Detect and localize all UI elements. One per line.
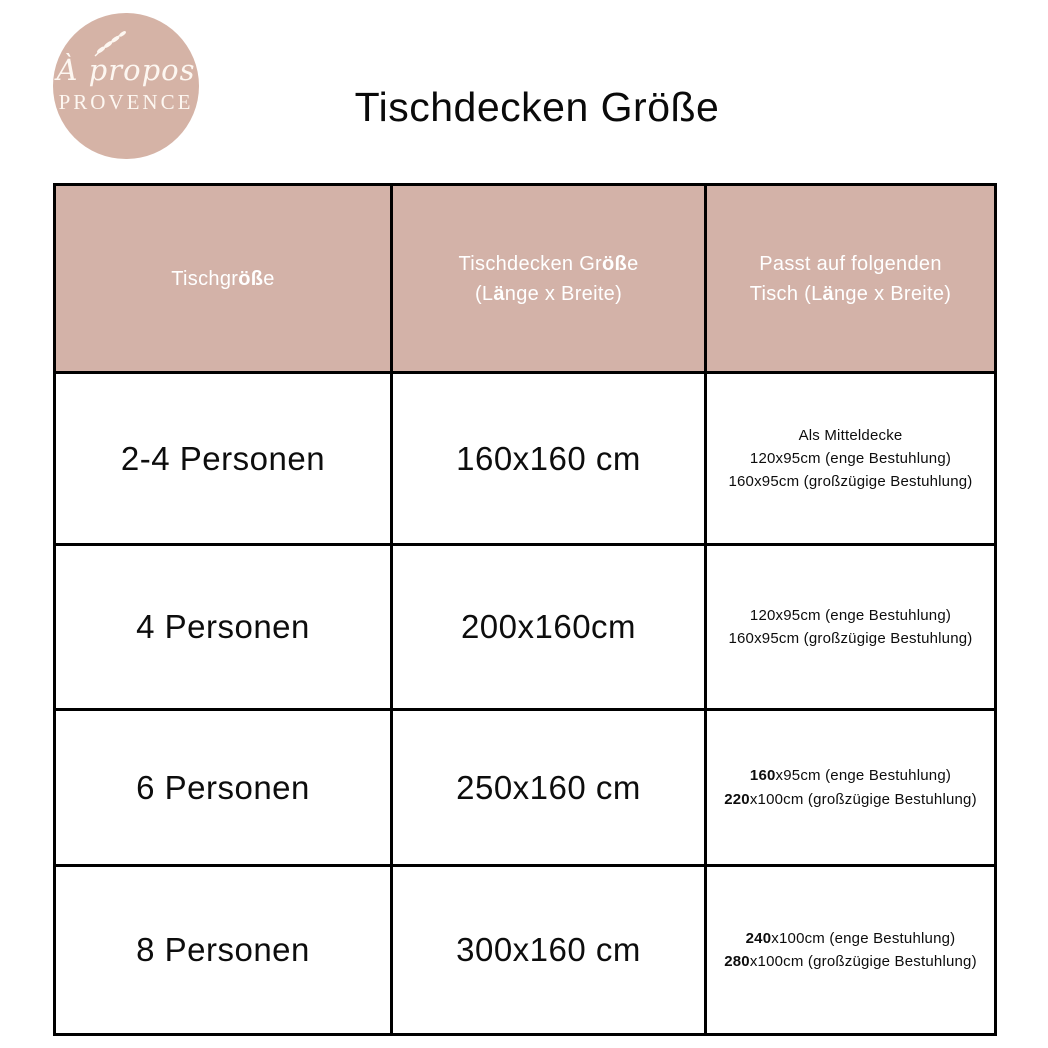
page-title: Tischdecken Größe: [354, 84, 720, 130]
cloth-size-cell: 160x160 cm: [393, 374, 707, 546]
person-count-cell: 4 Personen: [56, 546, 393, 711]
fits-table-cell: Als Mitteldecke 120x95cm (enge Bestuhlung) 160x95cm (großzügige Bestuhlung): [707, 374, 994, 546]
brand-script-text: À propos: [56, 53, 196, 87]
cloth-size-cell: 200x160cm: [393, 546, 707, 711]
column-header-passt-auf-tisch: Passt auf folgenden Tisch (Länge x Breite): [707, 186, 994, 374]
fits-table-cell: 240x100cm (enge Bestuhlung) 280x100cm (großzügige Bestuhlung): [724, 929, 977, 970]
brand-name-text: PROVENCE: [58, 90, 194, 114]
person-count-cell: 8 Personen: [56, 867, 393, 1033]
size-table: [53, 183, 997, 1036]
fits-table-cell: 160x95cm (enge Bestuhlung) 220x100cm (großzügige Bestuhlung): [707, 711, 994, 867]
lavender-sprig-icon: [86, 21, 136, 64]
cloth-size-cell: 300x160 cm: [393, 867, 707, 1033]
cloth-size-cell: 250x160 cm: [393, 711, 707, 867]
person-count-cell: 6 Personen: [56, 711, 393, 867]
person-count-cell: 2-4 Personen: [56, 374, 393, 546]
column-header-tischdecken-groesse: Tischdecken Größe (Länge x Breite): [393, 186, 707, 374]
fits-table-cell: 120x95cm (enge Bestuhlung) 160x95cm (großzügige Bestuhlung): [707, 546, 994, 711]
column-header-tischgroesse: Tischgröße: [56, 186, 393, 374]
